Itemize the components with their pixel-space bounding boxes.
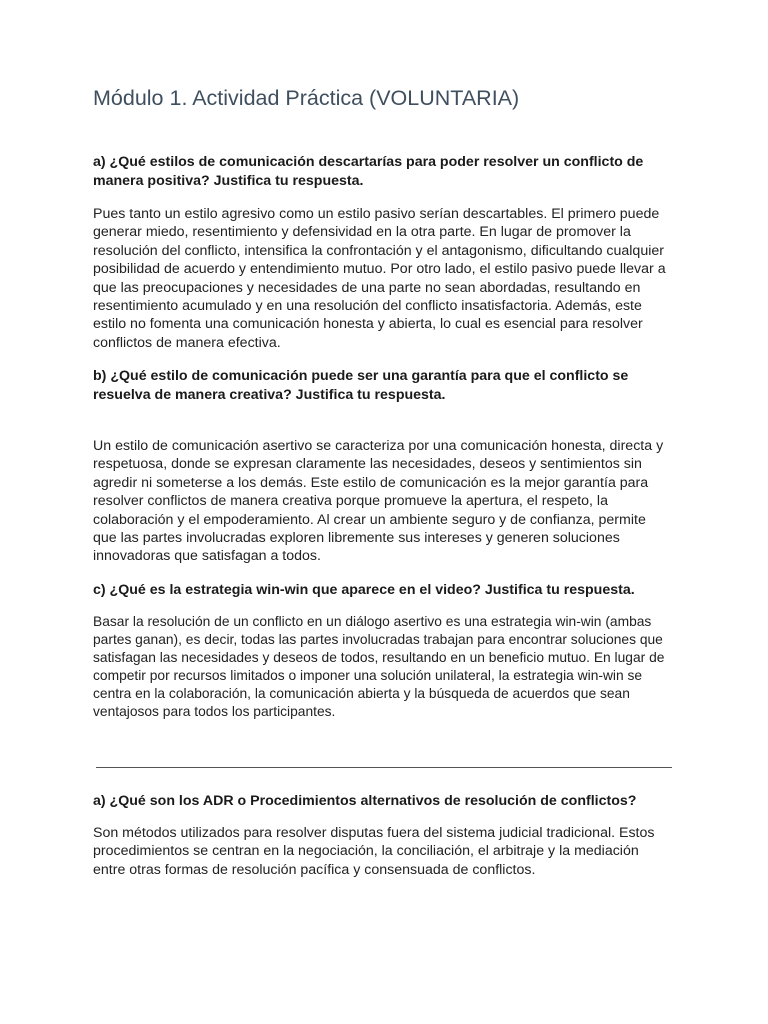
answer-1: Pues tanto un estilo agresivo como un estilo pasivo serían descartables. El primero puede generar miedo, resentimiento y defensividad en la otra parte. En lugar de promover la resolución del conflicto, intensifica la confrontación y el antagonismo, dificultando cualquier posibilidad de acuerdo y entendimiento mutuo. Por otro lado, el estilo pasivo puede llevar a que las preocupaciones y necesidades de una parte no sean abordadas, resultando en resentimiento acumulado y en una resolución del conflicto insatisfactoria. Además, este estilo no fomenta una comunicación honesta y abierta, lo cual es esencial para resolver conflictos de manera efectiva. — [93, 206, 666, 351]
page-title: Módulo 1. Actividad Práctica (VOLUNTARIA) — [93, 86, 520, 110]
question-2: b) ¿Qué estilo de comunicación puede ser una garantía para que el conflicto se resuelva de manera creativa? Justifica tu respuesta. — [93, 368, 629, 403]
question-4: a) ¿Qué son los ADR o Procedimientos alternativos de resolución de conflictos? — [93, 793, 637, 809]
question-3: c) ¿Qué es la estrategia win-win que aparece en el video? Justifica tu respuesta. — [93, 582, 635, 598]
answer-4: Son métodos utilizados para resolver disputas fuera del sistema judicial tradicional. Estos procedimientos se centran en la negociación, la conciliación, el arbitraje y la mediación entre otras formas de resolución pacífica y consensuada de conflictos. — [93, 825, 655, 878]
answer-2: Un estilo de comunicación asertivo se caracteriza por una comunicación honesta, directa y respetuosa, donde se expresan claramente las necesidades, deseos y sentimientos sin agredir ni someterse a los demás. Este estilo de comunicación es la mejor garantía para resolver conflictos de manera creativa porque promueve la apertura, el respeto, la colaboración y el empoderamiento. Al crear un ambiente seguro y de confianza, permite que las partes involucradas exploren libremente sus intereses y generen soluciones innovadoras que satisfagan a todos. — [93, 438, 664, 565]
section-divider — [96, 767, 672, 768]
question-1: a) ¿Qué estilos de comunicación descartarías para poder resolver un conflicto de manera positiva? Justifica tu respuesta. — [93, 154, 644, 189]
answer-3: Basar la resolución de un conflicto en un diálogo asertivo es una estrategia win-win (ambas partes ganan), es decir, todas las partes involucradas trabajan para encontrar soluciones que satisfagan las necesidades y deseos de todos, resultando en un beneficio mutuo. En lugar de competir por recursos limitados o imponer una solución unilateral, la estrategia win-win se centra en la colaboración, la comunicación abierta y la búsqueda de acuerdos que sean ventajosos para todos los participantes. — [93, 614, 665, 719]
